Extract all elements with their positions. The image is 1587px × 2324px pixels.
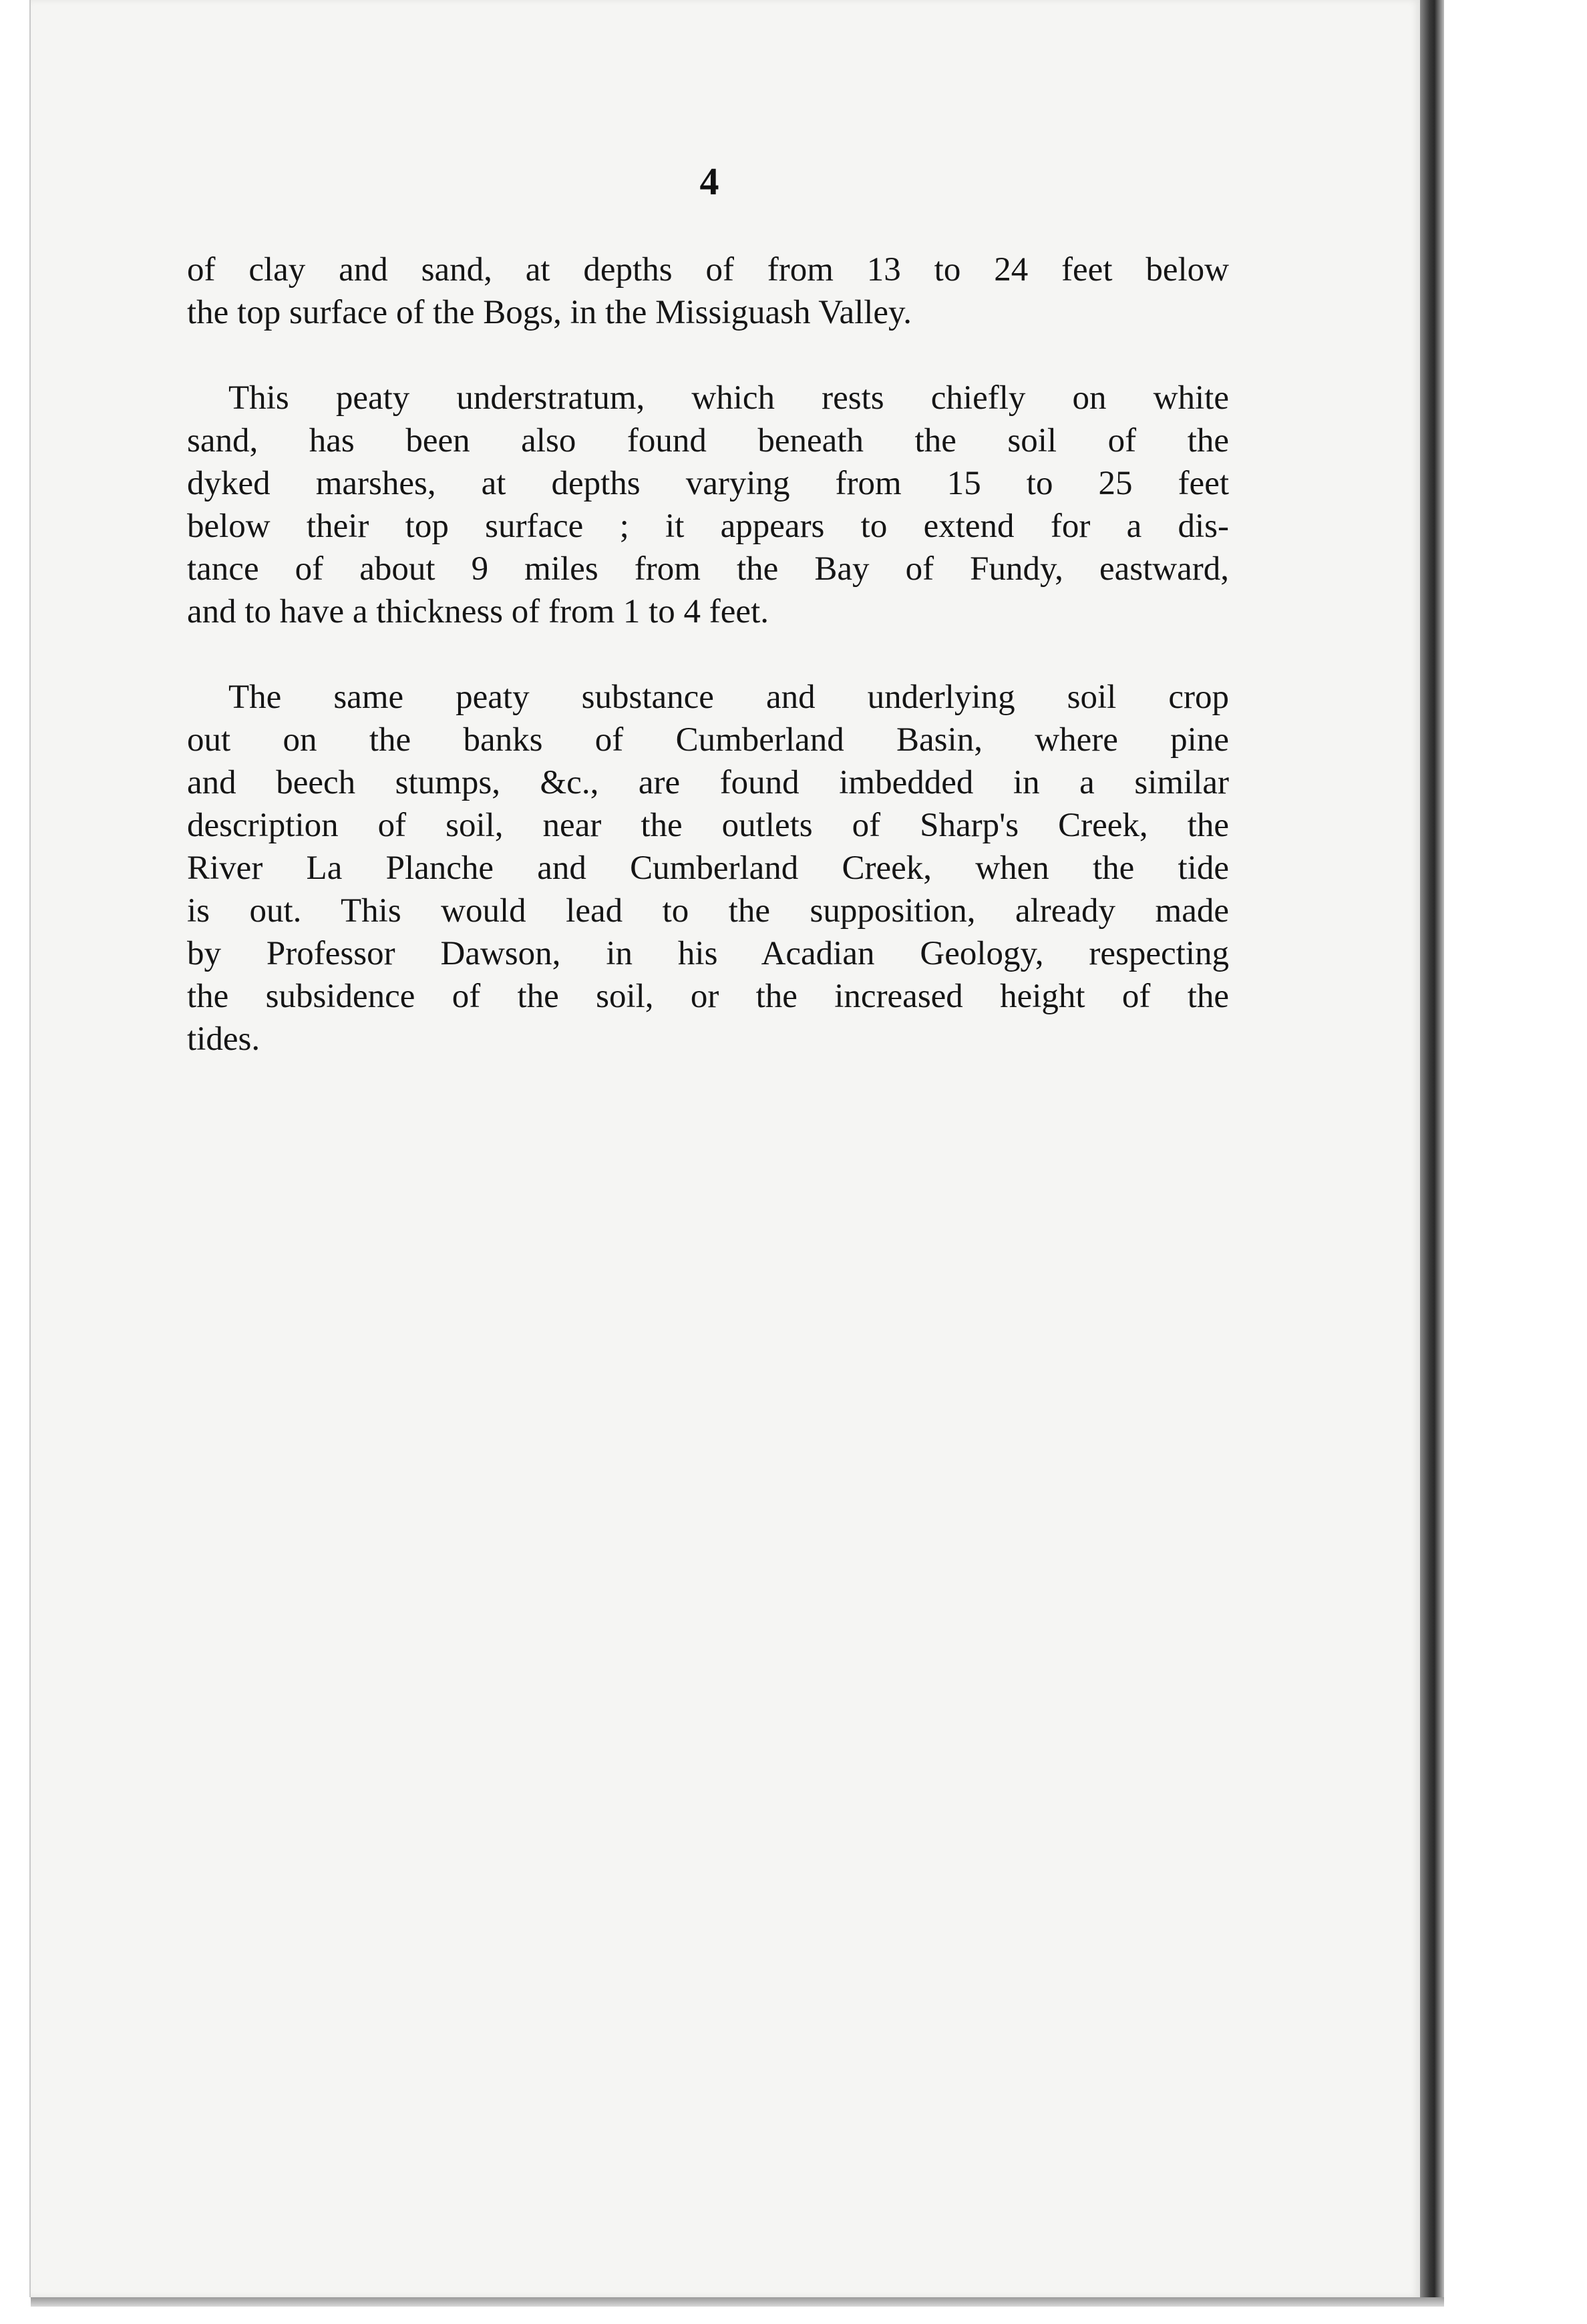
- page-edge-shadow: [1420, 0, 1444, 2297]
- body-text: [187, 248, 1229, 1103]
- text-line: out on the banks of Cumberland Basin, where pine: [187, 721, 1229, 759]
- paragraph-3: [187, 676, 1229, 1060]
- text-line: the subsidence of the soil, or the increased height of the: [187, 978, 1229, 1015]
- text-line: by Professor Dawson, in his Acadian Geology, respecting: [187, 935, 1229, 972]
- page-bottom-edge: [31, 2297, 1444, 2307]
- text-line: of clay and sand, at depths of from 13 to 24 feet below: [187, 251, 1229, 288]
- text-line: the top surface of the Bogs, in the Missiguash Valley.: [187, 294, 912, 331]
- text-line: The same peaty substance and underlying soil crop: [228, 679, 1229, 716]
- text-line: is out. This would lead to the supposition, already made: [187, 892, 1229, 930]
- text-line: tance of about 9 miles from the Bay of Fundy, eastward,: [187, 550, 1229, 588]
- paragraph-2: [187, 377, 1229, 633]
- text-line: below their top surface ; it appears to extend for a dis-: [187, 508, 1229, 545]
- page-number: 4: [699, 160, 719, 203]
- text-line: tides.: [187, 1020, 260, 1058]
- text-line: River La Planche and Cumberland Creek, when the tide: [187, 849, 1229, 887]
- text-line: and to have a thickness of from 1 to 4 feet.: [187, 593, 769, 630]
- text-line: This peaty understratum, which rests chiefly on white: [228, 379, 1229, 417]
- text-line: and beech stumps, &c., are found imbedded in a similar: [187, 764, 1229, 801]
- text-line: dyked marshes, at depths varying from 15 to 25 feet: [187, 465, 1229, 502]
- text-line: sand, has been also found beneath the soil of the: [187, 422, 1229, 459]
- paragraph-1: [187, 248, 1229, 334]
- text-line: description of soil, near the outlets of Sharp's Creek, the: [187, 807, 1229, 844]
